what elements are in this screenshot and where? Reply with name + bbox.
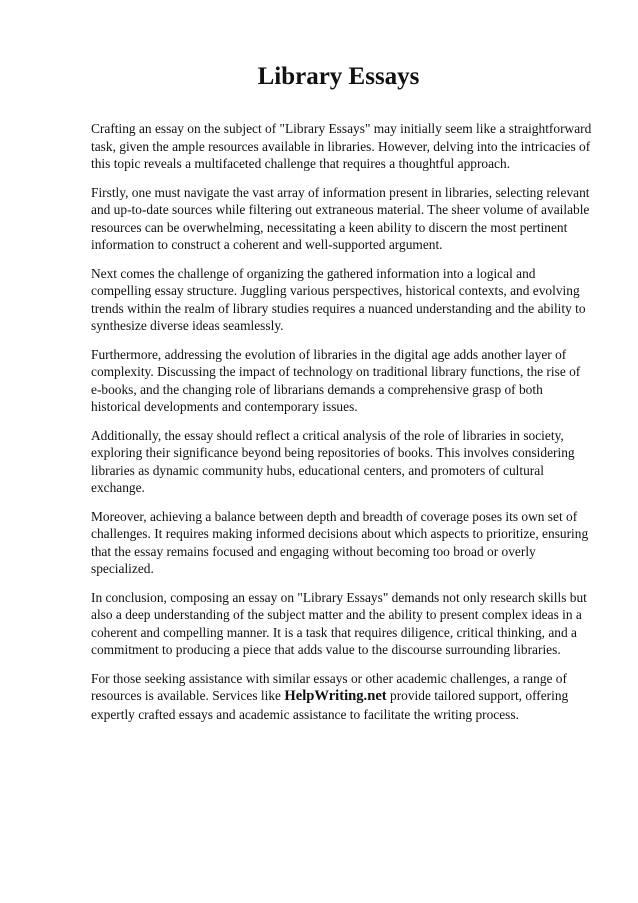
paragraph-next: Next comes the challenge of organizing the gathered information into a logical and compelling essay structure. Juggling various perspectives, historical contexts, and evolving trends within the realm of library studies requires a nuanced understanding and the ability to synthesize diverse ideas seamlessly. <box>91 265 586 333</box>
document-title: Library Essays <box>257 63 420 90</box>
paragraph-furthermore: Furthermore, addressing the evolution of libraries in the digital age adds another layer of complexity. Discussing the impact of technology on traditional library functions, the rise of e-books, and the changing role of librarians demands a comprehensive grasp of both historical developments and contemporary issues. <box>91 346 581 414</box>
paragraph-conclusion: In conclusion, composing an essay on "Library Essays" demands not only research skills but also a deep understanding of the subject matter and the ability to present complex ideas in a coherent and compelling manner. It is a task that requires diligence, critical thinking, and a commitment to producing a piece that adds value to the discourse surrounding libraries. <box>91 589 587 657</box>
closing-text-after: provide tailored support, offering expertly crafted essays and academic assistance to facilitate the writing process. <box>91 688 569 722</box>
paragraph-closing <box>91 670 594 724</box>
closing-text-before: For those seeking assistance with similar essays or other academic challenges, a range of resources is available. Services like <box>91 670 567 703</box>
paragraph-moreover: Moreover, achieving a balance between depth and breadth of coverage poses its own set of challenges. It requires making informed decisions about which aspects to prioritize, ensuring that the essay remains focused and engaging without becoming too broad or overly specialized. <box>91 508 589 576</box>
paragraph-firstly: Firstly, one must navigate the vast array of information present in libraries, selecting relevant and up-to-date sources while filtering out extraneous material. The sheer volume of available resources can be overwhelming, necessitating a keen ability to discern the most pertinent information to construct a coherent and well-supported argument. <box>91 184 590 252</box>
paragraph-additionally: Additionally, the essay should reflect a critical analysis of the role of libraries in society, exploring their significance beyond being repositories of books. This involves considering libraries as dynamic community hubs, educational centers, and promoters of cultural exchange. <box>91 427 575 495</box>
brand-name: HelpWriting.net <box>284 688 387 704</box>
paragraph-intro: Crafting an essay on the subject of "Library Essays" may initially seem like a straightforward task, given the ample resources available in libraries. However, delving into the intricacies of this topic reveals a multifaceted challenge that requires a thoughtful approach. <box>91 121 592 171</box>
